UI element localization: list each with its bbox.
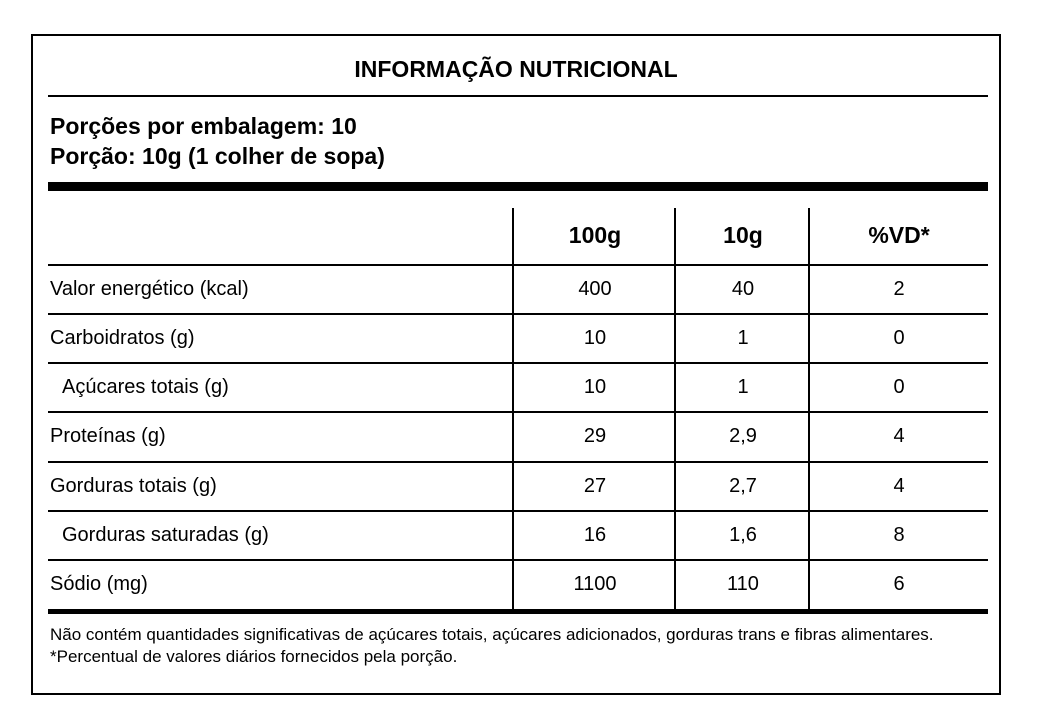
row-divider bbox=[48, 559, 988, 561]
row-label-protein: Proteínas (g) bbox=[50, 425, 166, 447]
row-saturated-fat-100g: 16 bbox=[583, 524, 607, 546]
panel-title: INFORMAÇÃO NUTRICIONAL bbox=[354, 56, 678, 82]
row-sugars-vd: 0 bbox=[893, 376, 905, 398]
row-label-total-fat: Gorduras totais (g) bbox=[50, 475, 217, 497]
column-header-vd: %VD* bbox=[868, 222, 930, 248]
row-saturated-fat-10g: 1,6 bbox=[729, 524, 757, 546]
row-saturated-fat-vd: 8 bbox=[893, 524, 905, 546]
column-header-10g: 10g bbox=[723, 222, 763, 248]
row-sodium-100g: 1100 bbox=[573, 573, 617, 595]
table-bottom-divider bbox=[48, 609, 988, 614]
row-carbs-vd: 0 bbox=[893, 327, 905, 349]
row-energy-vd: 2 bbox=[893, 278, 905, 300]
row-label-energy: Valor energético (kcal) bbox=[50, 278, 249, 300]
row-label-sodium: Sódio (mg) bbox=[50, 573, 148, 595]
row-label-carbs: Carboidratos (g) bbox=[50, 327, 195, 349]
title-divider bbox=[48, 95, 988, 97]
header-divider bbox=[48, 264, 988, 266]
column-divider-2 bbox=[674, 208, 676, 610]
row-protein-100g: 29 bbox=[583, 425, 607, 447]
row-energy-10g: 40 bbox=[731, 278, 755, 300]
row-divider bbox=[48, 510, 988, 512]
column-divider-3 bbox=[808, 208, 810, 610]
row-protein-10g: 2,9 bbox=[729, 425, 757, 447]
row-carbs-100g: 10 bbox=[583, 327, 607, 349]
row-sugars-100g: 10 bbox=[583, 376, 607, 398]
row-total-fat-vd: 4 bbox=[893, 475, 905, 497]
row-label-saturated-fat: Gorduras saturadas (g) bbox=[62, 524, 269, 546]
row-sodium-10g: 110 bbox=[727, 573, 759, 595]
row-divider bbox=[48, 461, 988, 463]
row-total-fat-10g: 2,7 bbox=[729, 475, 757, 497]
nutrition-facts-panel bbox=[31, 34, 1001, 695]
row-sodium-vd: 6 bbox=[893, 573, 905, 595]
row-divider bbox=[48, 411, 988, 413]
row-sugars-10g: 1 bbox=[737, 376, 749, 398]
row-carbs-10g: 1 bbox=[737, 327, 749, 349]
row-label-sugars: Açúcares totais (g) bbox=[62, 376, 229, 398]
row-divider bbox=[48, 313, 988, 315]
servings-per-package: Porções por embalagem: 10 bbox=[50, 113, 357, 139]
serving-size: Porção: 10g (1 colher de sopa) bbox=[50, 143, 385, 169]
column-header-100g: 100g bbox=[568, 222, 622, 248]
row-total-fat-100g: 27 bbox=[583, 475, 607, 497]
footnote: Não contém quantidades significativas de açúcares totais, açúcares adicionados, gorduras trans e fibras alimentares. *Percentual de valores diários fornecidos pela porção. bbox=[50, 625, 934, 666]
row-protein-vd: 4 bbox=[893, 425, 905, 447]
row-divider bbox=[48, 362, 988, 364]
row-energy-100g: 400 bbox=[578, 278, 612, 300]
column-divider-1 bbox=[512, 208, 514, 610]
serving-divider bbox=[48, 182, 988, 191]
